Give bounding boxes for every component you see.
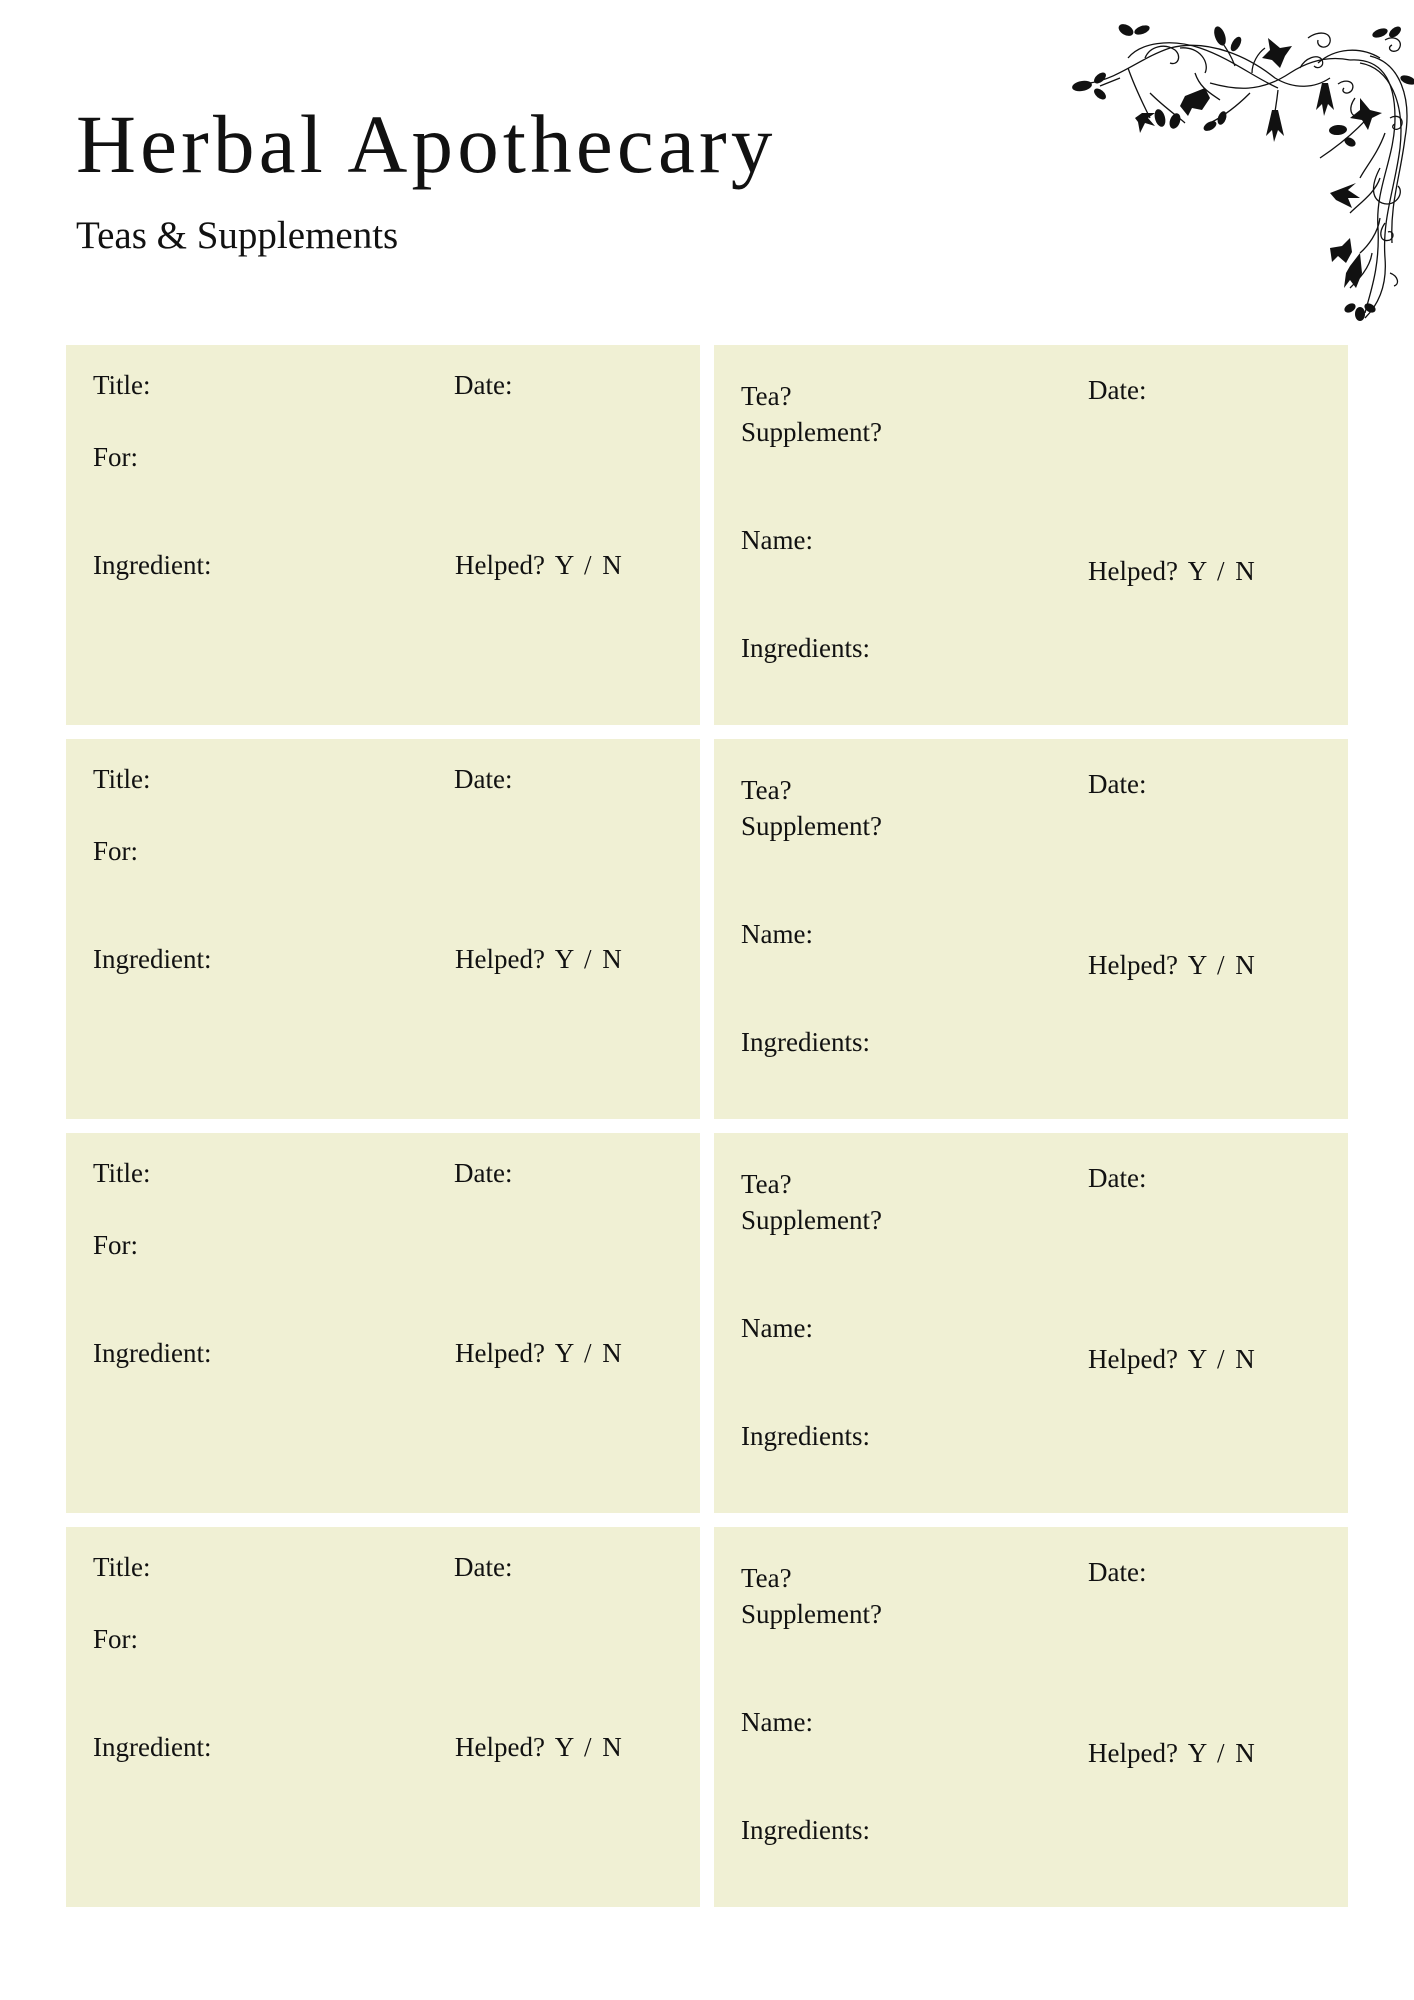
ingredients-label: Ingredients: xyxy=(741,1421,870,1451)
helped-yes-no-label: Helped? Y / N xyxy=(1088,556,1255,586)
date-label: Date: xyxy=(454,1552,513,1582)
tea-label: Tea? xyxy=(741,1169,792,1199)
journal-grid xyxy=(66,345,1348,1907)
helped-yes-no-label: Helped? Y / N xyxy=(455,1338,622,1368)
title-label: Title: xyxy=(93,1552,151,1582)
date-label: Date: xyxy=(1088,375,1147,405)
floral-vine-corner-icon xyxy=(1060,18,1414,323)
helped-yes-no-label: Helped? Y / N xyxy=(1088,1344,1255,1374)
supplement-label: Supplement? xyxy=(741,811,882,841)
name-label: Name: xyxy=(741,525,813,555)
supplement-label: Supplement? xyxy=(741,1599,882,1629)
date-label: Date: xyxy=(454,1158,513,1188)
remedy-log-card[interactable] xyxy=(66,1527,700,1907)
for-label: For: xyxy=(93,1230,139,1260)
helped-yes-no-label: Helped? Y / N xyxy=(1088,950,1255,980)
date-label: Date: xyxy=(1088,769,1147,799)
supplement-label: Supplement? xyxy=(741,1205,882,1235)
ingredients-label: Ingredients: xyxy=(741,1027,870,1057)
tea-label: Tea? xyxy=(741,1563,792,1593)
ingredient-label: Ingredient: xyxy=(93,1338,212,1368)
date-label: Date: xyxy=(1088,1163,1147,1193)
remedy-log-card[interactable] xyxy=(66,739,700,1119)
for-label: For: xyxy=(93,836,139,866)
tea-label: Tea? xyxy=(741,775,792,805)
tea-supplement-card[interactable] xyxy=(714,1527,1348,1907)
ingredient-label: Ingredient: xyxy=(93,1732,212,1762)
date-label: Date: xyxy=(454,764,513,794)
tea-supplement-card[interactable] xyxy=(714,739,1348,1119)
supplement-label: Supplement? xyxy=(741,417,882,447)
ingredients-label: Ingredients: xyxy=(741,1815,870,1845)
ingredient-label: Ingredient: xyxy=(93,550,212,580)
for-label: For: xyxy=(93,1624,139,1654)
helped-yes-no-label: Helped? Y / N xyxy=(1088,1738,1255,1768)
date-label: Date: xyxy=(1088,1557,1147,1587)
remedy-log-card[interactable] xyxy=(66,345,700,725)
tea-supplement-card[interactable] xyxy=(714,345,1348,725)
tea-label: Tea? xyxy=(741,381,792,411)
page-title: Herbal Apothecary xyxy=(76,98,777,190)
title-label: Title: xyxy=(93,1158,151,1188)
date-label: Date: xyxy=(454,370,513,400)
name-label: Name: xyxy=(741,1707,813,1737)
page-subtitle: Teas & Supplements xyxy=(76,214,399,257)
title-label: Title: xyxy=(93,370,151,400)
ingredient-label: Ingredient: xyxy=(93,944,212,974)
tea-supplement-card[interactable] xyxy=(714,1133,1348,1513)
helped-yes-no-label: Helped? Y / N xyxy=(455,550,622,580)
name-label: Name: xyxy=(741,1313,813,1343)
name-label: Name: xyxy=(741,919,813,949)
helped-yes-no-label: Helped? Y / N xyxy=(455,944,622,974)
title-label: Title: xyxy=(93,764,151,794)
ingredients-label: Ingredients: xyxy=(741,633,870,663)
remedy-log-card[interactable] xyxy=(66,1133,700,1513)
helped-yes-no-label: Helped? Y / N xyxy=(455,1732,622,1762)
for-label: For: xyxy=(93,442,139,472)
